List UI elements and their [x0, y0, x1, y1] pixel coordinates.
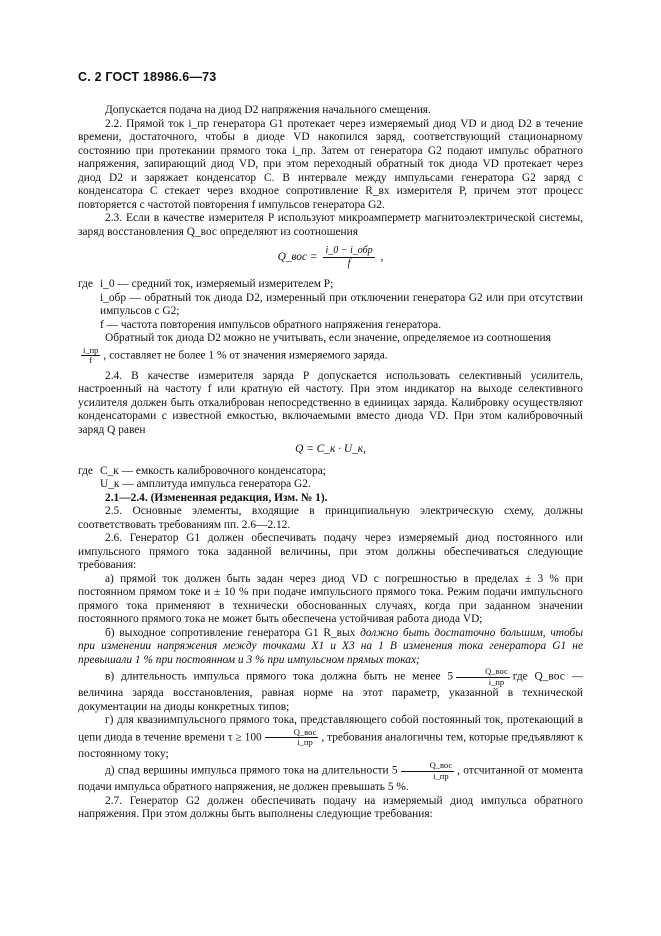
paragraph: 2.3. Если в качестве измерителя P используют микроамперметр магнитоэлектрической системы, заряд восстановления Q_вос определяют из соотношения: [78, 212, 583, 238]
fraction-numerator: Q_вос: [401, 761, 455, 772]
paragraph: 2.4. В качестве измерителя заряда P допускается использовать селективный усилитель, настроенный на частоту f или кратную ей частоту. При этом индикатор на выходе селективного усилителя должен быть откалиброван непосредственно в единицах заряда. Калибровку осуществляют конденсаторами с известной емкостью, включаемыми вместо диода VD. При этом калибровочный заряд Q равен: [78, 369, 583, 436]
paragraph: [78, 714, 583, 761]
paragraph-text: , отсчитанной от момента подачи импульса обратного напряжения, не должен превышать 5 %.: [78, 764, 583, 793]
paragraph-text: б) выходное сопротивление генератора G1 R_вых: [105, 626, 356, 639]
where-list: [78, 278, 583, 332]
paragraph-text: , требования аналогичны тем, которые предъявляют к постоянному току;: [78, 731, 583, 760]
where-label: где: [78, 464, 93, 477]
formula-lhs: Q_вос =: [277, 251, 318, 264]
paragraph: [78, 667, 583, 714]
fraction-numerator: Q_вос: [265, 728, 319, 739]
fraction: [323, 245, 374, 270]
where-item: i_0 — средний ток, измеряемый измерителем P;: [100, 278, 334, 290]
paragraph: 2.6. Генератор G1 должен обеспечивать подачу через измеряемый диод постоянного или импульсного прямого тока заданной величины, при этом должны обеспечиваться следующие требования:: [78, 532, 583, 571]
paragraph: Допускается подача на диод D2 напряжения начального смещения.: [105, 104, 431, 116]
fraction-denominator: i_пр: [297, 737, 313, 747]
paragraph-ratio: [78, 346, 583, 366]
fraction-numerator: i_0 − i_обр: [325, 245, 373, 256]
fraction-denominator: f: [347, 258, 351, 269]
paragraph-text: в) длительность импульса прямого тока должна быть не менее 5: [105, 670, 454, 683]
where-item: f — частота повторения импульсов обратного напряжения генератора.: [100, 318, 442, 331]
fraction: [265, 728, 319, 748]
paragraph: [78, 627, 583, 668]
fraction-numerator: Q_вос: [456, 667, 510, 678]
formula-calibration: Q = C_к · U_к,: [295, 443, 366, 455]
fraction-denominator: f: [89, 355, 93, 365]
where-item: U_к — амплитуда импульса генератора G2.: [100, 478, 311, 490]
paragraph-text-italic: должно быть достаточно большим, чтобы при изменении напряжения между точками X1 и X3 на 1 В изменения тока генератора G1 не превышали 1 % при постоянном и 3 % при импульсном прямых токах;: [78, 626, 583, 666]
paragraph-text: где Q_вос — величина заряда восстановления, равная норме на этот параметр, указанной в технической документации на диоды конкретных типов;: [78, 670, 583, 713]
where-label: где: [78, 278, 93, 290]
fraction-denominator: i_пр: [433, 770, 449, 781]
amendment-note: 2.1—2.4. (Измененная редакция, Изм. № 1).: [105, 491, 328, 504]
paragraph: 2.7. Генератор G2 должен обеспечивать подачу на измеряемый диод импульса обратного напряжения. При этом должны быть выполнены следующие требования:: [78, 794, 583, 820]
paragraph: а) прямой ток должен быть задан через диод VD с погрешностью в пределах ± 3 % при постоянном прямом токе и ± 10 % при подаче импульсного прямого тока. Режим подачи импульсного прямого тока применяют в технически обоснованных случаях, когда при заданном значении постоянного прямого тока не может быть обеспечена устойчивая работа диода VD;: [78, 572, 583, 625]
paragraph: 2.2. Прямой ток i_пр генератора G1 протекает через измеряемый диод VD и диод D2 в течение времени, достаточного, чтобы в диоде VD накопился заряд, соответствующий стационарному состоянию при протекании прямого тока i_пр. Затем от генератора G2 подают импульс обратного напряжения, запирающий диод VD, при этом переходный обратный ток диода VD протекает через диод D2 и заряжает конденсатор C. В интервале между импульсами генератора G2 заряд с конденсатора C стекает через входное сопротивление R_вх измерителя P, причем этот процесс повторяется с частотой повторения f импульсов генератора G2.: [78, 117, 583, 211]
fraction: [81, 346, 100, 366]
formula-qvos: [78, 245, 583, 270]
where-list: [78, 465, 326, 492]
where-item: i_обр — обратный ток диода D2, измеренный при отключении генератора G2 или при отсутствии импульсов с G2;: [100, 291, 583, 317]
paragraph-text: , составляет не более 1 % от значения измеряемого заряда.: [103, 349, 388, 362]
document-body: [78, 104, 583, 822]
paragraph-text: г) для квазиимпульсного прямого тока, представляющего собой постоянный ток, протекающий в цепи диода в течение времени τ ≥ 100: [78, 714, 583, 744]
paragraph-text: д) спад вершины импульса прямого тока на длительности 5: [105, 764, 398, 777]
paragraph: [78, 761, 583, 795]
where-item: C_к — емкость калибровочного конденсатора;: [100, 464, 326, 477]
formula-tail: ,: [380, 251, 384, 264]
paragraph: Обратный ток диода D2 можно не учитывать, если значение, определяемое из соотношения: [105, 332, 551, 344]
paragraph: 2.5. Основные элементы, входящие в принципиальную электрическую схему, должны соответствовать требованиям пп. 2.6—2.12.: [78, 505, 583, 531]
fraction-numerator: i_пр: [83, 344, 99, 355]
page-header: С. 2 ГОСТ 18986.6—73: [78, 70, 217, 84]
fraction: [401, 761, 455, 781]
fraction-denominator: i_пр: [488, 676, 505, 687]
fraction: [456, 667, 510, 687]
